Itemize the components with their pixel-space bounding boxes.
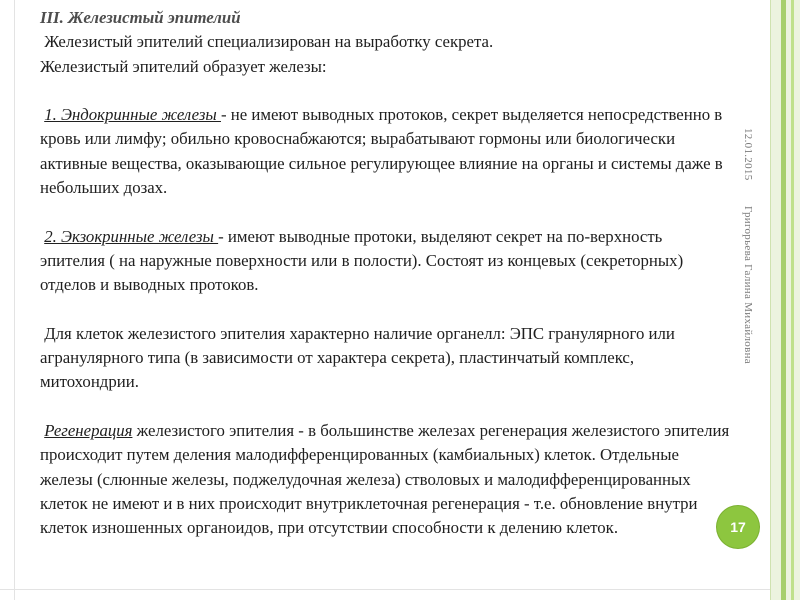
frame-left-line [14, 0, 15, 600]
organelles-paragraph: Для клеток железистого эпителия характерно наличие органелл: ЭПС гранулярного или агранулярного типа (в зависимости от характера секрета), пластинчатый комплекс, митохондрии. [40, 323, 680, 392]
slide-date: 12.01.2015 [742, 128, 754, 181]
spacer [40, 395, 730, 419]
regeneration-paragraph [40, 419, 730, 540]
frame-bottom-line [0, 589, 800, 590]
slide-author: Григорьева Галина Михайловна [742, 206, 754, 364]
regeneration-text: железистого эпителия - в большинстве железах регенерация железистого эпителия происходит путем деления малодифференцированных (камбиальных) клеток. Отдельные железы (слюнные железы, поджелудочная железа) стволовых и малодифференцированных клеток не имеют и в них происходит внутриклеточная регенерация - т.е. обновление внутри клеток изношенных органоидов, при отсутствии способности к делению клеток. [40, 421, 730, 538]
exocrine-text: - имеют выводные протоки, выделяют секрет на по-верхность эпителия ( на наружные поверхности или в полости). Состоят из концевых (секреторных) отделов и выводных протоков. [40, 226, 684, 295]
endocrine-paragraph [40, 103, 730, 200]
side-border-stripe-thin [791, 0, 794, 600]
page-number-badge: 17 [717, 506, 759, 548]
endocrine-term: 1. Эндокринные железы [44, 105, 221, 125]
intro-line-2: Железистый эпителий образует железы: [40, 56, 327, 76]
spacer [40, 298, 730, 322]
spacer [40, 79, 730, 103]
intro-line-1: Железистый эпителий специализирован на выработку секрета. [40, 32, 494, 52]
endocrine-text: - не имеют выводных протоков, секрет выделяется непосредственно в кровь или лимфу; обильно кровоснабжаются; вырабатывают гормоны или биологически активные вещества, оказывающие сильное регулирующее влияние на органы и системы даже в небольших дозах. [40, 105, 723, 198]
regeneration-term: Регенерация [44, 421, 133, 441]
exocrine-term: 2. Экзокринные железы [44, 226, 219, 246]
side-border-stripe [781, 0, 786, 600]
slide-title: III. Железистый эпителий [40, 8, 241, 27]
spacer [40, 200, 730, 224]
slide-content [40, 6, 730, 541]
exocrine-paragraph [40, 225, 730, 298]
